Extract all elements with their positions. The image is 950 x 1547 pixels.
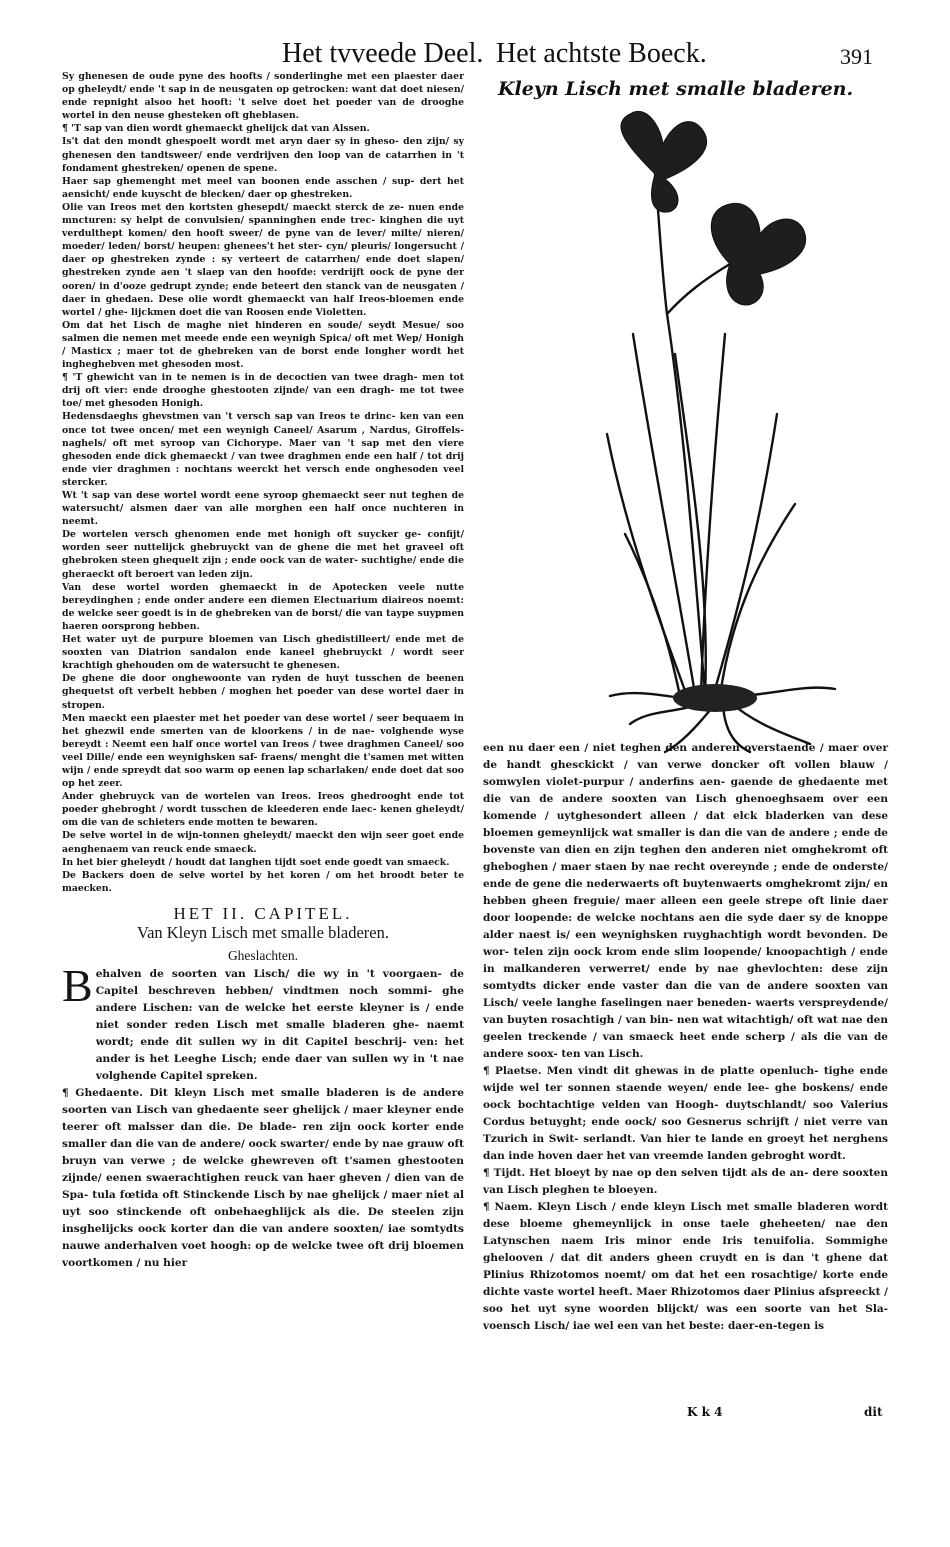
paragraph: Sy ghenesen de oude pyne des hoofts / sonderlinghe met een plaester daer op gheleydt/ ende 't sap in de neusgaten op getrocken: want dat doet niesen/ ende repnight alsoo het hooft: 't selve doet het poeder van de drooghe wortel in den neuse ghesteken oft gheblasen. — [62, 71, 464, 122]
paragraph: Haer sap ghemenght met meel van boonen ende asschen / sup- dert het aensicht/ ende kuyscht de blecken/ daer op ghestreken. — [62, 175, 464, 200]
paragraph: Wt 't sap van dese wortel wordt eene syroop ghemaeckt seer nut teghen de watersucht/ alsmen daer van alle morghen een half once nuchteren in neemt. — [62, 490, 464, 528]
iris-woodcut-illustration — [555, 104, 895, 754]
figure-caption: Kleyn Lisch met smalle bladeren. — [498, 78, 854, 100]
paragraph: een nu daer een / niet teghen den anderen overstaende / maer over de handt ghesckickt / van verwe doncker oft vollen blauw / somwylen violet-purpur / anderfins aen- gaende de ghedaente met die van de andere sooxten van Lisch ghenoeghsaem over een komende / uytghesondert alleen / dat elck bladerken van dese bloemen gemeynlijck wat smaller is dan die van de andere ; ende de bovenste van dien en zijn teghen den anderen niet omghekromt oft gheboghen / maer staen by nae recht overeynde ; ende de onderste/ ende de gene die nederwaerts oft buytenwaerts omghekromt zijn/ en hebben gheen freguie/ maer alleen een geele strepe oft linie daer door loopende: de welcke nochtans aen die syde daer sy de knoppe alder naest is/ een weynighsken ruyghachtigh wordt bevonden. De wor- telen zijn oock krom ende slim loopende/ knoopachtigh / ende in malkanderen verwerret/ ende by nae ghevlochten: dese zijn somtydts dicker ende vaster dan die van de andere sooxten van Lisch/ veele langhe faselingen naer beneden- waerts verspreydende/ van buyten rosachtigh / van bin- nen wat witachtigh/ oft wat nae den geelen treckende / van smaeck heet ende scherp / als die van de andere soox- ten van Lisch. — [483, 742, 888, 1060]
paragraph: De ghene die door onghewoonte van ryden de huyt tusschen de beenen ghequetst oft verbelt hebben / moghen het poeder van dese wortel daer in stropen. — [62, 673, 464, 711]
leaf — [607, 434, 687, 696]
catchword: dit — [864, 1405, 883, 1419]
paragraph: De Backers doen de selve wortel by het koren / om het broodt beter te maecken. — [62, 869, 464, 894]
rhizome — [673, 684, 757, 712]
chapter-heading: HET II. CAPITEL. — [173, 903, 353, 923]
chapter-subtitle: Van Kleyn Lisch met smalle bladeren. — [136, 923, 389, 942]
left-column — [62, 70, 464, 1272]
paragraph: ¶ 'T ghewicht van in te nemen is in de decoctien van twee dragh- men tot drij oft vier: ende drooghe ghestooten zijnde/ van een dragh- me tot twee toe/ met ghesoden Honigh. — [62, 372, 464, 410]
chapter-body — [62, 960, 464, 1272]
paragraph: Om dat het Lisch de maghe niet hinderen en soude/ seydt Mesue/ soo salmen die nemen met meede ende een weynigh Spica/ oft met Wep/ Honigh / Masticx ; maer tot de ghebreken van de borst ende longher wordt het ingheghebven met ghesoden most. — [62, 319, 464, 371]
leaf — [720, 504, 795, 696]
paragraph: De selve wortel in de wijn-tonnen gheleydt/ maeckt den wijn seer goet ende aenghenaem van reuck ende smaeck. — [62, 830, 464, 855]
leaf — [633, 334, 695, 694]
flower — [711, 203, 805, 305]
paragraph: Men maeckt een plaester met het poeder van dese wortel / seer bequaem in het ghezwil ende smerten van de kloorkens / in de nae- volghende wyse bereydt : Neemt een half once wortel van Ireos / twee draghmen Caneel/ soo veel Dille/ ende een weynighsken saf- fraens/ menght die t'samen met witten wijn / ende spreydt dat soo warm op eenen lap scharlaken/ ende doet dat soo op het zeer. — [62, 712, 464, 790]
running-head-right: Het achtste Boeck. — [496, 38, 707, 69]
paragraph: ¶ Tijdt. Het bloeyt by nae op den selven tijdt als de an- dere sooxten van Lisch pleghen te bloeyen. — [483, 1167, 888, 1196]
paragraph: Het water uyt de purpure bloemen van Lisch ghedistilleert/ ende met de sooxten van Diatrion sandalon ende kaneel ghebruyckt / wordt seer krachtigh ghehouden om de watersucht te ghenesen. — [62, 634, 464, 672]
flower-stem — [655, 174, 705, 694]
drop-cap: B — [62, 960, 93, 1012]
signature-mark: K k 4 — [687, 1405, 723, 1419]
paragraph: Is't dat den mondt ghespoelt wordt met aryn daer sy in gheso- den zijn/ sy ghenesen den tandtsweer/ ende verdrijven den loop van de catarrhen in 't fondament ghestreken/ openen de spene. — [62, 136, 464, 174]
paragraph: Van dese wortel worden ghemaeckt in de Apotecken veele nutte bereydinghen ; ende onder andere een diemen Electuarium diaireos noemt: de welcke seer goedt is in de ghebreken van de borst/ die van taype suypmen haeren oorsprong hebben. — [62, 581, 464, 632]
paragraph: Hedensdaeghs ghevstmen van 't versch sap van Ireos te drinc- ken van een once tot twee oncen/ met een weynigh Caneel/ Asarum , Nardus, Giroffels-naghels/ oft met syroop van Cichorype. Maer van 't sap met den viere ghesoden ende dick ghemaeckt / van twee draghmen ende een half / tot drij ende vier draghmen : nochtans weerckt het versch ende onghesoden veel stercker. — [62, 411, 464, 488]
paragraph: ¶ Ghedaente. Dit kleyn Lisch met smalle bladeren is de andere soorten van Lisch van ghedaente seer ghelijck / maer kleyner ende teerer oft malsser dan die. De blade- ren zijn oock korter ende smaller dan die van de andere/ oock swarter/ ende by nae grauw oft bruyn van verwe ; de welcke ghewreven oft t'samen ghestooten zijnde/ eenen swaerachtighen reuck van haer gheven / dien van de Spa- tula fœtida oft Stinckende Lisch by nae ghelijck / maer niet al uyt soo stinckende oft onbehaeghlijck als die. De steelen zijn insghelijcks oock korter dan die van andere sooxten/ iae somtydts nauwe anderhalven voet hoogh: op de welcke twee oft drij bloemen voortkomen / nu hier — [62, 1087, 464, 1270]
paragraph: ¶ 'T sap van dien wordt ghemaeckt ghelijck dat van Alssen. — [62, 123, 370, 135]
running-head-left: Het tvveede Deel. — [282, 38, 484, 69]
paragraph: Ander ghebruyck van de wortelen van Ireos. Ireos ghedrooght ende tot poeder ghebroght / wordt tusschen de kleederen ende laec- kenen gheleydt/ om die van de schieters ende motten te bewaren. — [62, 791, 464, 829]
flower — [621, 111, 707, 212]
paragraph: In het bier gheleydt / houdt dat langhen tijdt soet ende goedt van smaeck. — [62, 856, 450, 868]
paragraph: Olie van Ireos met den kortsten ghesepdt/ maeckt sterck de ze- nuen ende mncturen: sy helpt de convulsien/ spanninghen ende trec- kinghen die uyt verdulthept komen/ den hooft sweer/ de pyne van de lever/ milte/ nieren/ moeder/ leden/ borst/ heupen: ghenees't het ster- cyn/ pleuris/ longersucht / daer op ghestreken zynde : sy verteert de catarrhen/ ende doet slapen/ ghestreken zynde aen 't slaep van den hoofde: verdrijft oock de pyne der ooren/ in d'ooze gedrupt zynde; ende beteert den stanck van de neusgaten / daer in ghedaen. Dese olie wordt ghemaeckt van half Ireos-bloemen ende wortel / ghe- lijckmen doet die van Roosen ende Violetten. — [62, 201, 464, 318]
paragraph: ¶ Naem. Kleyn Lisch / ende kleyn Lisch met smalle bladeren wordt dese bloeme ghemeynlijck in onse taele gheheeten/ nae den Latynschen naem Iris minor ende Iris tenuifolia. Sommighe ghelooven / dat dit anders gheen cruydt en is dan 't ghene dat Plinius Rhizotomos noemt/ om dat het een rosachtige/ korte ende dichte vaste wortel heeft. Maer Rhizotomos daer Plinius afspreeckt / soo het uyt syne woorden blijckt/ was een soorte van het Sla- voensch Lisch/ iae wel een van het beste: daer-en-tegen is — [483, 1201, 888, 1332]
leaf — [713, 414, 777, 696]
paragraph: ¶ Plaetse. Men vindt dit ghewas in de platte openluch- tighe ende wijde wel ter sonnen staende weyen/ ende lee- ghe boskens/ ende oock bochtachtige velden van Hoogh- duytschlandt/ soo Valerius Cordus betuyght; ende oock/ soo Gesnerus schrijft / niet verre van Tzurich in Swit- serlandt. Van hier te lande en groeyt het nerghens dan inde hoven daer het van vreemde landen gebroght wordt. — [483, 1065, 888, 1162]
paragraph: ehalven de soorten van Lisch/ die wy in 't voorgaen- de Capitel beschreven hebben/ vindtmen noch sommi- ghe andere Lischen: van de welcke het eerste kleyner is / ende niet sonder reden Lisch met smalle bladeren ghe- naemt wordt; ende dit sullen wy in dit Capitel beschrij- ven: het ander is het Leeghe Lisch; ende daer van sullen wy in 't nae volghende Capitel spreken. — [95, 968, 464, 1083]
page-number: 391 — [840, 44, 873, 69]
section-heading: Gheslachten. — [227, 948, 299, 964]
flower-stem — [667, 264, 730, 314]
paragraph: De wortelen versch ghenomen ende met honigh oft suycker ge- confijt/ worden seer nuttelijck ghebruyckt van de ghene die met het graveel oft ghebroken steen ghequelt zijn ; ende oock van de water- suchtighe/ ende die gheraeckt oft beroert van leden zijn. — [62, 529, 464, 580]
right-column — [483, 740, 888, 1335]
